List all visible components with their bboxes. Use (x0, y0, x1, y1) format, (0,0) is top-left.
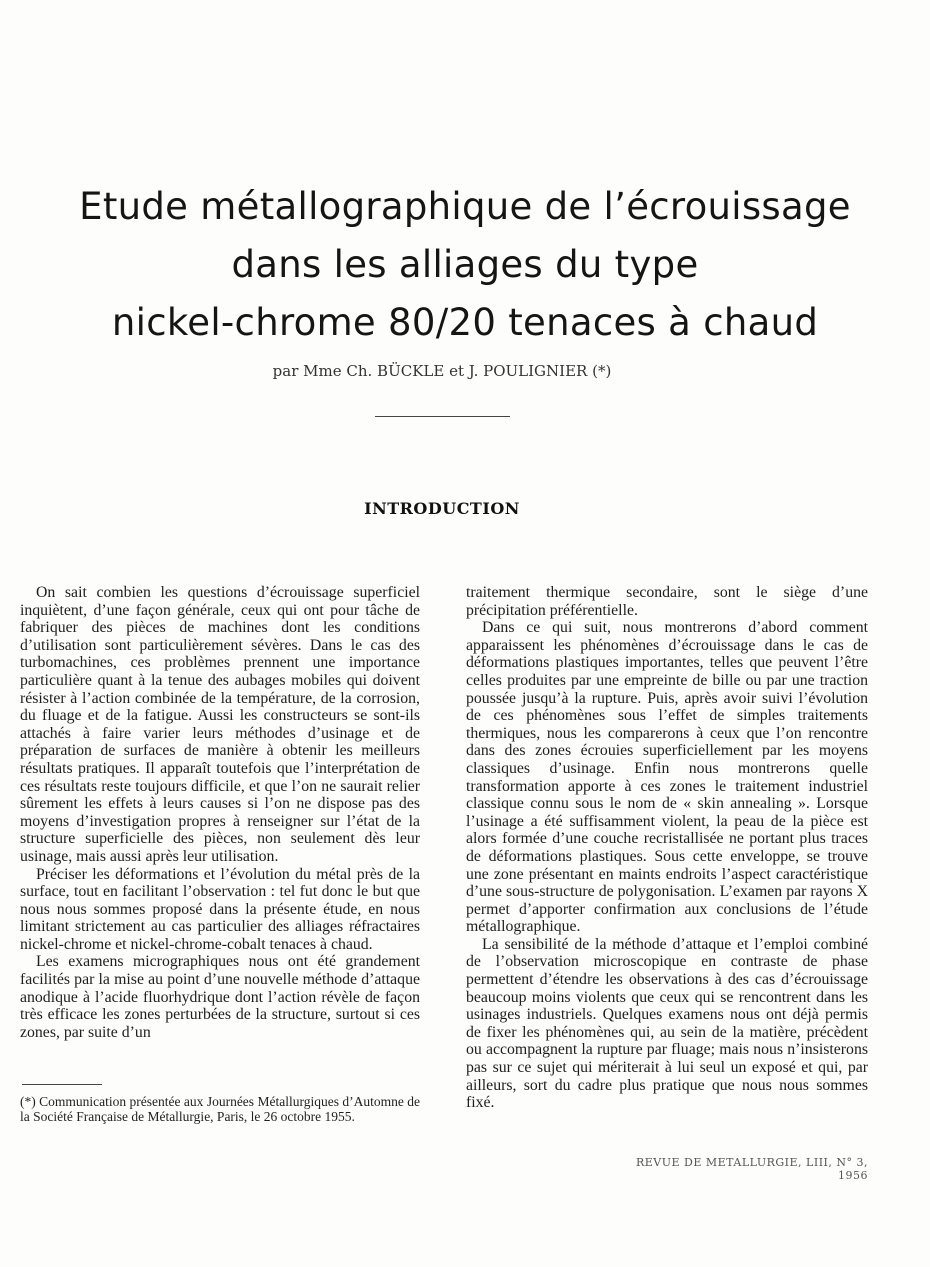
section-heading: INTRODUCTION (364, 499, 520, 518)
text-column-right (466, 584, 868, 1112)
title-line-1: Etude métallographique de l’écrouissage (79, 185, 851, 228)
title-divider (375, 416, 510, 417)
footnote-divider (22, 1084, 102, 1085)
paragraph: La sensibilité de la méthode d’attaque et l’emploi combiné de l’observation microscopique en contraste de phase permettent d’étendre les observations à des cas d’écrouissage beaucoup moins violents que ceux qui se rencontrent dans les usinages industriels. Quelques examens nous ont déjà permis de fixer les phénomènes qui, au sein de la matière, précèdent ou accompagnent la rupture par fluage; mais nous n’insisterons pas sur ce sujet qui mériterait à lui seul un exposé et qui, par ailleurs, sort du cadre plus pratique que nous nous sommes fixé. (466, 935, 868, 1112)
footnote: (*) Communication présentée aux Journées Métallurgiques d’Automne de la Société Française de Métallurgie, Paris, le 26 octobre 1955. (20, 1094, 420, 1124)
title-line-3: nickel-chrome 80/20 tenaces à chaud (111, 301, 819, 344)
author-byline: par Mme Ch. BÜCKLE et J. POULIGNIER (*) (272, 362, 612, 380)
title-line-2: dans les alliages du type (231, 243, 699, 286)
paragraph: Préciser les déformations et l’évolution du métal près de la surface, tout en facilitant l’observation : tel fut donc le but que nous nous sommes proposé dans la présente étude, en nous limitant strictement au cas particulier des alliages réfractaires nickel-chrome et nickel-chrome-cobalt tenaces à chaud. (20, 865, 420, 953)
paragraph: Les examens micrographiques nous ont été grandement facilités par la mise au point d’une nouvelle méthode d’attaque anodique à l’acide fluorhydrique dont l’action révèle de façon très efficace les zones perturbées de la structure, surtout si ces zones, par suite d’un (20, 953, 420, 1041)
paragraph-continuation: traitement thermique secondaire, sont le siège d’une précipitation préférentielle. (466, 584, 868, 619)
paragraph: On sait combien les questions d’écrouissage superficiel inquiètent, d’une façon générale, ceux qui ont pour tâche de fabriquer des pièces de machines dont les conditions d’utilisation sont particulièrement sévères. Dans le cas des turbomachines, ces problèmes prennent une importance particulière quant à la tenue des aubages mobiles qui doivent résister à l’action combinée de la température, de la corrosion, du fluage et de la fatigue. Aussi les constructeurs se sont-ils attachés à faire varier leurs méthodes d’usinage et de préparation de surfaces de manière à obtenir les meilleurs résultats pratiques. Il apparaît toutefois que l’interprétation de ces résultats reste toujours difficile, et que l’on ne saurait relier sûrement les effets à leurs causes si l’on ne dispose pas des moyens d’investigation propres à renseigner sur l’état de la structure superficielle des pièces, non seulement dès leur usinage, mais aussi après leur utilisation. (20, 584, 420, 865)
article-title (20, 178, 910, 352)
text-column-left (20, 584, 420, 1041)
journal-reference: REVUE DE METALLURGIE, LIII, N° 3, 1956 (635, 1156, 868, 1182)
paragraph: Dans ce qui suit, nous montrerons d’abord comment apparaissent les phénomènes d’écrouissage dans le cas de déformations plastiques importantes, telles que peuvent l’être celles produites par une empreinte de bille ou par une traction poussée jusqu’à la rupture. Puis, après avoir suivi l’évolution de ces phénomènes sous l’effet de simples traitements thermiques, nous les comparerons à ceux que l’on rencontre dans des zones écrouies superficiellement par les moyens classiques d’usinage. Enfin nous montrerons quelle transformation apporte à ces zones le traitement industriel classique connu sous le nom de « skin annealing ». Lorsque l’usinage a été suffisamment violent, la peau de la pièce est alors formée d’une couche recristallisée ne portant plus traces de déformations plastiques. Sous cette enveloppe, se trouve une zone présentant en maints endroits l’aspect caractéristique d’une sous-structure de polygonisation. L’examen par rayons X permet d’apporter confirmation aux conclusions de l’étude métallographique. (466, 619, 868, 936)
